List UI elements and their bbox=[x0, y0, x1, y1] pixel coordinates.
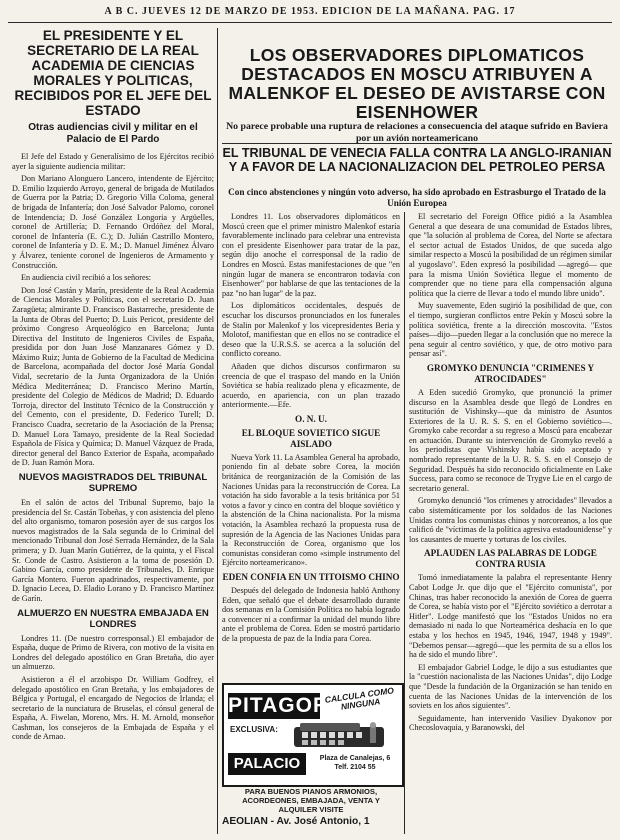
middle-paragraph: Londres 11. Los observadores diplomáticos en Moscú creen que el primer ministro Malenkof estaría favorablemente inclinado para celebrar una entrevista con el presidente Eisenhower para tratar de la paz, según dijo anoche el corresponsal de la radio de Londres en Moscú. Estas manifestaciones de que "en ningún lugar de manera se encontraron todavía con Eisenhower" por hablarse de que las tentaciones de la paz "no han lugar" de la paz. bbox=[222, 212, 400, 298]
right-column bbox=[409, 212, 612, 836]
column-divider bbox=[217, 28, 218, 834]
section-heading-almuerzo: ALMUERZO EN NUESTRA EMBAJADA EN LONDRES bbox=[17, 607, 209, 630]
left-paragraph: Londres 11. (De nuestro corresponsal.) El embajador de España, duque de Primo de Rivera, con motivo de la visita en Londres del delegado apostólico en Gran Bretaña, dio ayer un almuerzo. bbox=[12, 633, 214, 672]
ad-slogan: CALCULA COMO NINGUNA bbox=[324, 685, 395, 712]
ad-address: Plaza de Canalejas, 6 Telf. 2104 55 bbox=[319, 755, 391, 771]
middle-paragraph: Los diplomáticos occidentales, después de escuchar los discursos pronunciados en los funerales de Stalin por Malenkof y los vicepresidentes Beria y Molotof, manifiestan que en ellos no se contradice el deseo que la U.R.S.S. se acerca a la solución del conflicto coreano. bbox=[222, 301, 400, 359]
section-heading-onu: O. N. U. bbox=[295, 413, 327, 424]
ad-pianos-text: PARA BUENOS PIANOS ARMONIOS, ACORDEONES, EMBAJADA, VENTA Y ALQUILER VISITE bbox=[242, 787, 380, 814]
second-headline: EL TRIBUNAL DE VENECIA FALLA CONTRA LA ANGLO-IRANIAN Y A FAVOR DE LA NACIONALIZACION DEL PETROLEO PERSA bbox=[222, 146, 612, 174]
second-subhead: Con cinco abstenciones y ningún voto adverso, ha sido aprobado en Estrasburgo el Tratado de la Unión Europea bbox=[228, 187, 606, 208]
left-paragraph: En el salón de actos del Tribunal Supremo, bajo la presidencia del Sr. Castán Tobeñas, y con asistencia del pleno del alto organismo, tomaron posesión ayer de sus cargos los nuevos magistrados de la Sala segunda de lo Criminal del mencionado Tribunal don José Serrada Hernández, de la Sala primera; y D. Juan Marín Gutiérrez, de la quinta, y el Fiscal Sr. Conde de Castro. Asistieron a la toma de posesión D. Gabino García, como presidente de Tribunales, D. Enrique García Montero. Fueron apadrinados, respectivamente, por D. Ignacio Lecea, D. Eladio Lorano y D. Francisco Martínez de Garín. bbox=[12, 498, 214, 603]
running-head: A B C. JUEVES 12 DE MARZO DE 1953. EDICION DE LA MAÑANA. PAG. 17 bbox=[104, 6, 516, 17]
calculator-illustration bbox=[286, 721, 396, 751]
section-subheading-onu: EL BLOQUE SOVIETICO SIGUE AISLADO bbox=[241, 427, 381, 449]
left-paragraph: Don José Castán y Marín, presidente de la Real Academia de Ciencias Morales y Políticas, con el secretario D. Juan Zaragüeta; almirante D. Francisco Bastarreche, presidente de la Junta de Obras del Puerto; D. Luis Pericot, presidente del próximo Congreso Arqueológico en Barcelona; Junta Directiva del Instituto de Ingenieros Civiles de España, presidida por don Juan José Manzanares Gómez y D. Máximo Ruiz; Junta de Gobierno de la Facultad de Medicina de Barcelona, acompañada del doctor José María Gondal Vidal, secretario de la Junta Organizadora de la Unión Médica Mediterránea; D. Francisco Merino Martín, presidente del Colegio de Médicos de Madrid; D. Eduardo Torroja, director del Instituto Técnico de la Construcción y del Cemento, con el presidente, D. Federico Turell; D. Francisco Cuadra, secretario de la Asociación de la Prensa; D. Manuel Lora Tamayo, presidente de la Real Sociedad Española de Física y Química; D. Manuel Vázquez de Prada, director general del Banco Exterior de España, acompañado de D. Juan Ramón Mora. bbox=[12, 285, 214, 468]
middle-column bbox=[222, 212, 400, 680]
headline-rule bbox=[222, 143, 612, 144]
section-heading-aplauden: APLAUDEN LAS PALABRAS DE LODGE CONTRA RUSIA bbox=[424, 548, 597, 570]
right-paragraph: Muy suavemente, Eden sugirió la posibilidad de que, con el tiempo, surgieran conflictos entre Pekín y Moscú sobre la política soviética, frente a la dirección moscovita. "Estos países—dijo—pueden llegar a la conclusión que no merece la pena seguir al centro soviético, y que, de otro motivo para pensar así". bbox=[409, 301, 612, 359]
middle-paragraph: Nueva York 11. La Asamblea General ha aprobado, poniendo fin al debate sobre Corea, la moción británica de reorganización de la Comisión de las Naciones Unidas para la reconstrucción de Corea. La votación ha sido favorable a la tesis británica por 51 votos a favor y cinco en contra del bloque soviético y la abstención de la China nacionalista. Por la misma votación, la Asamblea rechazó la propuesta rusa de supresión de la Agencia de las Naciones Unidas para la Reconstrucción de Corea, organismo que los comunistas consideran como «simple instrumento del Ejército norteamericano». bbox=[222, 452, 400, 568]
right-paragraph: El secretario del Foreign Office pidió a la Asamblea General a que deseara de una comunidad de Estados libres, que "la solución al problema de Corea, del Norte se afectara el sector actual de Estados Unidos, de que suceda algo similar respecto a Moscú la posibilidad de un régimen similar al yugoslavo". Eden expresó la posibilidad —agregó— que para la misma Unión Soviética llegue el momento de comprender que no tiene para ella compensación alguna política que la cierre de llevar a todo el mundo libre unido". bbox=[409, 212, 612, 298]
advertisement-pitagor bbox=[222, 683, 404, 787]
middle-paragraph: Después del delegado de Indonesia habló Anthony Eden, que señaló que el debate desarrollado durante dos semanas en la Comisión Política no había logrado a convencer ni a confirmar la unidad del mundo libre ante el problema de Corea. Eden se mostró partidario de la propuesta de paz de la India para Corea. bbox=[222, 586, 400, 643]
right-paragraph: El embajador Gabriel Lodge, le dijo a sus estudiantes que la "cuestión nacionalista de las Naciones Unidas", dijo Lodge que "Desde la fundación de la Organización se han tenido en cuenta de las Naciones Unidas de la intervención de los soviets en los años siguientes". bbox=[409, 662, 612, 711]
left-paragraph: En audiencia civil recibió a los señores: bbox=[21, 273, 152, 283]
right-paragraph: A Eden sucedió Gromyko, que pronunció la primer discurso en la Asamblea desde que llegó de Londres en sustitución de Vishinsky—que da ministro de Asuntos Exteriores de la U. R. S. S. en el Gobierno soviético—. Gromyko cabe recordar a su regreso a Moscú para encabezar en actuación. Durante su intervención de Gromyko reveló a los periodistas que Vishinsky había sido aceptado y nombrado representante de la U. R. S. S. en el Consejo de Seguridad. Después ha sido reconocido oficialmente en Lake Success, para como se reconoce de Trygve Lie en el cargo de secretario general. bbox=[409, 387, 612, 493]
section-heading-magistrados: NUEVOS MAGISTRADOS DEL TRIBUNAL SUPREMO bbox=[18, 472, 208, 494]
ad-store-name: PALACIO bbox=[228, 753, 306, 775]
left-paragraph: El Jefe del Estado y Generalísimo de los Ejércitos recibió ayer la siguiente audiencia militar: bbox=[12, 152, 214, 171]
ad-brand: PITAGOR bbox=[228, 694, 330, 717]
left-paragraph: Asistieron a él el arzobispo Dr. William Godfrey, el delegado apostólico en Gran Bretaña, y los embajadores de Bélgica y Portugal, el encargado de Negocios de Irlanda; el secretario de la nunciatura de Bruselas, el cónsul general de España, A. Fiwelan, Moreno, Mrs. H. M. Arnold, monseñor Cashman, los consejeros de la Embajada de España y el conde de Arnao. bbox=[12, 674, 214, 742]
main-headline: LOS OBSERVADORES DIPLOMATICOS DESTACADOS EN MOSCU ATRIBUYEN A MALENKOF EL DESEO DE AVISTARSE CON EISENHOWER bbox=[228, 45, 606, 122]
ad-footer-aeolian: AEOLIAN - Av. José Antonio, 1 bbox=[222, 816, 370, 827]
section-heading-eden: EDEN CONFIA EN UN TITOISMO CHINO bbox=[222, 572, 400, 582]
right-paragraph: Gromyko denunció "los crímenes y atrocidades" llevados a cabo sistemáticamente por los soldados de las Naciones Unidas contra los comunistas chinos y norcoreanos, a los que calificó de "víctimas de la política agresiva estadounidense" y los causantes de muerte y torturas de los civiles. bbox=[409, 496, 612, 544]
left-subhead: Otras audiencias civil y militar en el Palacio de El Pardo bbox=[28, 122, 198, 145]
ad-exclusive-label: EXCLUSIVA: bbox=[230, 725, 278, 734]
middle-paragraph: Añaden que dichos discursos confirmaron su creencia de que el traspaso del mando en la Unión Soviética se había realizado plena y eficazmente, de acuerdo, en apariencia, con un plan trazado anteriormente.—Efe. bbox=[222, 361, 400, 410]
left-paragraph: Don Mariano Alonguero Lancero, intendente de Ejército; D. Emilio Izquierdo Arroyo, general de brigada de Mutilados de Guerra por la Patria; D. Gregorio Villa Coloma, general de brigada de Infantería; don José Salvador Palomo, coronel de Intendencia; D. José González Longoria y Argüelles, coronel de Artillería; D. Fernando Ordóñez del Moral, coronel de Infantería (E. C.); D. Julián Castrillo Montero, coronel de Infantería y D. E. M.; D. Manuel Jiménez Álvaro y Álvarez, teniente coronel de Ingenieros de Armamento y Construcción. bbox=[12, 174, 214, 270]
right-paragraph: Tomó inmediatamente la palabra el representante Henry Cabot Lodge Jr. que dijo que el "Ejército comunista", por Chinas, tras haber reconocido la anexión de Corea de guerra de Corea, se había visto por el "Ejército soviético a derrotar a Hitler". Lodge manifestó que los "Estados Unidos no era demasiado ni nada lo que Norteamérica deshacía en lo que estaba y los hechos en 1945, 1946, 1947, 1948 y 1949". "Debemos pensar—agregó—que les permita de su a ellos los ha de sido el mundo libre". bbox=[409, 573, 612, 660]
main-subhead: No parece probable una ruptura de relaciones a consecuencia del ataque sufrido en Baviera por un avión norteamericano bbox=[226, 121, 608, 144]
section-heading-gromyko: GROMYKO DENUNCIA "CRIMENES Y ATROCIDADES" bbox=[426, 362, 595, 384]
right-paragraph: Seguidamente, han intervenido Vasiliev Dyakonov por Checoslovaquia, y Baranowski, del bbox=[409, 713, 612, 733]
left-column bbox=[12, 28, 214, 838]
column-divider bbox=[404, 212, 405, 834]
left-headline: EL PRESIDENTE Y EL SECRETARIO DE LA REAL ACADEMIA DE CIENCIAS MORALES Y POLITICAS, RECIBIDOS POR EL JEFE DEL ESTADO bbox=[14, 28, 212, 118]
top-rule bbox=[8, 22, 612, 23]
